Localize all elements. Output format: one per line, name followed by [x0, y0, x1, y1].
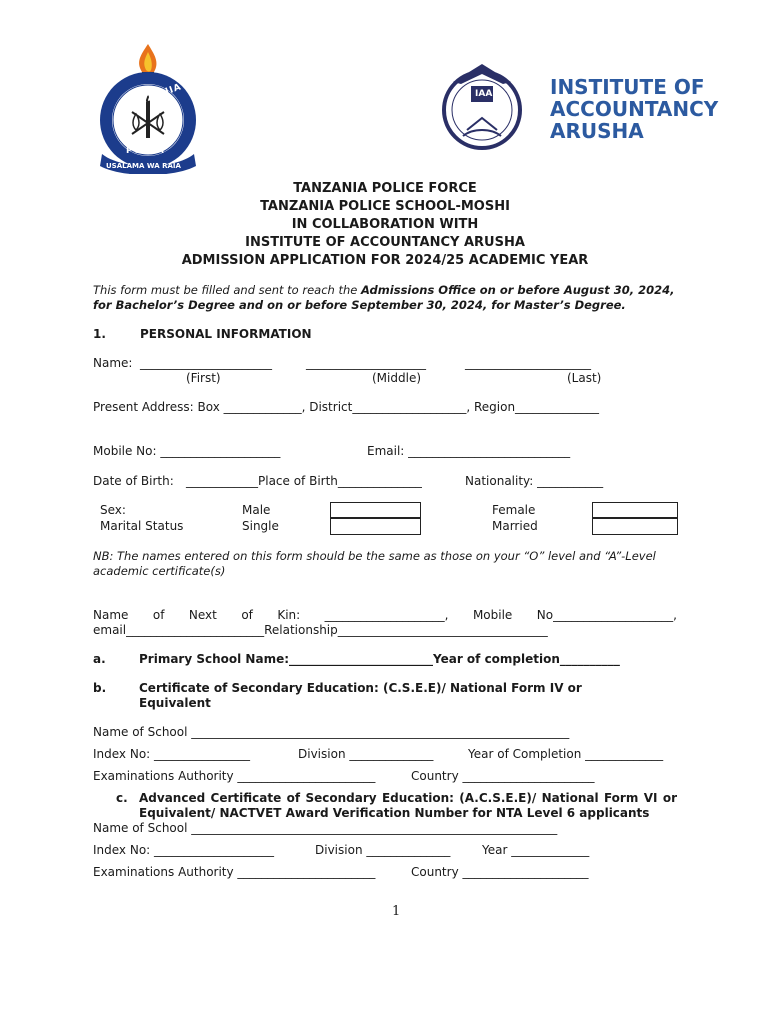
marital-status-label: Marital Status [100, 519, 184, 533]
female-label: Female [492, 503, 536, 517]
last-name-caption: (Last) [567, 371, 602, 385]
csee-title-1: Certificate of Secondary Education: (C.S.E.E)/ National Form IV or [139, 681, 582, 695]
police-seal-band-text: POLISI [126, 146, 166, 156]
acsee-index-field[interactable]: Index No: ____________________ [93, 843, 275, 857]
kin-word: Mobile [472, 608, 513, 622]
primary-letter: a. [93, 652, 106, 666]
csee-title-2: Equivalent [139, 696, 211, 710]
iaa-badge-text: IAA [475, 89, 493, 99]
iaa-emblem [437, 58, 527, 153]
middle-name-field[interactable]: ____________________ [306, 356, 426, 370]
csee-authority-field[interactable]: Examinations Authority _______________________ [93, 769, 376, 783]
page-number: 1 [392, 904, 401, 919]
nb-line-2: academic certificate(s) [93, 564, 226, 578]
intro-line-2: for Bachelor’s Degree and on or before September 30, 2024, for Master’s Degree. [93, 298, 626, 312]
csee-school-field[interactable]: Name of School _______________________________________________________________ [93, 725, 570, 739]
acsee-division-field[interactable]: Division ______________ [315, 843, 451, 857]
kin-email-relationship-field[interactable]: email_______________________Relationship___________________________________ [93, 623, 548, 637]
acsee-title-1: Advanced Certificate of Secondary Education: (A.C.S.E.E)/ National Form VI or [139, 791, 677, 805]
police-seal-bottom-text: USALAMA WA RAIA [106, 162, 181, 170]
iaa-name-line-1: INSTITUTE OF [550, 75, 705, 99]
dob-label: Date of Birth: [93, 474, 174, 488]
section-number: 1. [93, 327, 106, 341]
heading-line-3: IN COLLABORATION WITH [291, 217, 479, 232]
csee-country-field[interactable]: Country ______________________ [411, 769, 595, 783]
acsee-school-field[interactable]: Name of School _____________________________________________________________ [93, 821, 558, 835]
tanzania-police-logo [92, 42, 204, 174]
single-checkbox[interactable] [330, 517, 421, 535]
last-name-field[interactable]: _____________________ [465, 356, 591, 370]
heading-line-5: ADMISSION APPLICATION FOR 2024/25 ACADEMIC YEAR [181, 253, 589, 268]
iaa-name-line-2: ACCOUNTANCY [550, 97, 719, 121]
heading-line-2: TANZANIA POLICE SCHOOL-MOSHI [260, 199, 510, 214]
intro-plain: This form must be filled and sent to reach the [93, 283, 362, 297]
csee-index-field[interactable]: Index No: ________________ [93, 747, 251, 761]
kin-word: of [241, 608, 253, 622]
kin-name-field[interactable]: ____________________, [324, 608, 449, 622]
male-label: Male [242, 503, 271, 517]
acsee-country-field[interactable]: Country _____________________ [411, 865, 589, 879]
acsee-year-field[interactable]: Year _____________ [482, 843, 590, 857]
heading-line-1: TANZANIA POLICE FORCE [293, 181, 477, 196]
married-label: Married [492, 519, 538, 533]
middle-name-caption: (Middle) [372, 371, 422, 385]
csee-letter: b. [93, 681, 107, 695]
kin-word: Next [188, 608, 217, 622]
first-name-caption: (First) [186, 371, 221, 385]
nb-line-1: NB: The names entered on this form should be the same as those on your “O” level and “A”-Level [93, 549, 656, 563]
name-label: Name: [93, 356, 133, 370]
place-of-birth-field[interactable]: ____________Place of Birth______________ [186, 474, 422, 488]
acsee-letter: c. [116, 791, 128, 805]
kin-word: of [152, 608, 165, 622]
iaa-name-line-3: ARUSHA [550, 119, 644, 143]
kin-word: Name [93, 608, 129, 622]
nationality-field[interactable]: Nationality: ___________ [465, 474, 604, 488]
intro-bold-1: Admissions Office on or before August 30, 2024, [361, 283, 675, 297]
email-field[interactable]: Email: ___________________________ [367, 444, 571, 458]
heading-line-4: INSTITUTE OF ACCOUNTANCY ARUSHA [245, 235, 525, 250]
intro-line-1 [93, 283, 674, 297]
mobile-field[interactable]: Mobile No: ____________________ [93, 444, 281, 458]
police-seal-top-text: TANZANIA [124, 82, 184, 112]
kin-mobile-field[interactable]: No____________________, [536, 608, 677, 622]
primary-school-field[interactable]: Primary School Name:________________________Year of completion__________ [139, 652, 620, 666]
first-name-field[interactable]: ______________________ [140, 356, 272, 370]
married-checkbox[interactable] [592, 517, 678, 535]
present-address-field[interactable]: Present Address: Box _____________, District___________________, Region______________ [93, 400, 600, 414]
sex-label: Sex: [100, 503, 126, 517]
kin-word: Kin: [277, 608, 301, 622]
iaa-name [550, 76, 718, 142]
acsee-authority-field[interactable]: Examinations Authority _______________________ [93, 865, 376, 879]
acsee-title-2: Equivalent/ NACTVET Award Verification Number for NTA Level 6 applicants [139, 806, 650, 820]
single-label: Single [242, 519, 279, 533]
section-title: PERSONAL INFORMATION [140, 327, 312, 341]
csee-division-field[interactable]: Division ______________ [298, 747, 434, 761]
kin-line-1 [93, 608, 677, 622]
csee-year-field[interactable]: Year of Completion _____________ [468, 747, 664, 761]
